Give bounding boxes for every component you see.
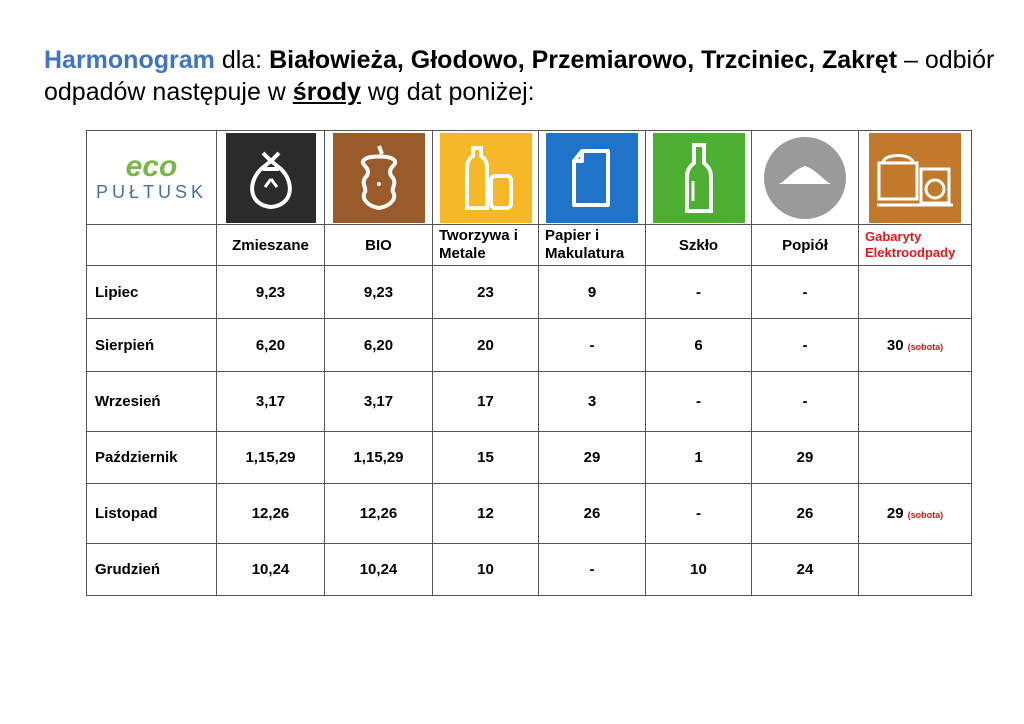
- logo-city: PUŁTUSK: [95, 182, 208, 202]
- schedule-cell: [859, 266, 972, 319]
- schedule-cell: [646, 432, 752, 484]
- cell-value: 9,23: [255, 283, 286, 301]
- schedule-cell: [752, 544, 859, 596]
- schedule-cell: [217, 266, 325, 319]
- schedule-cell: [859, 319, 972, 372]
- header-row: [87, 225, 972, 266]
- cell-value: 10: [690, 561, 707, 578]
- schedule-cell: [646, 484, 752, 544]
- table-row: [87, 372, 972, 432]
- cell-value: 1,15,29: [245, 449, 296, 466]
- col-header-szklo: Szkło: [646, 225, 752, 266]
- schedule-cell: [325, 544, 433, 596]
- schedule-cell: [325, 319, 433, 372]
- cell-value: 26: [796, 505, 814, 522]
- schedule-cell: [433, 484, 539, 544]
- saturday-note: (sobota): [907, 510, 944, 520]
- schedule-cell: [859, 484, 972, 544]
- cell-value: 24: [796, 561, 814, 578]
- cell-value: 10,24: [359, 561, 398, 578]
- table-row: [87, 266, 972, 319]
- col-header-popiol: Popiół: [752, 225, 859, 266]
- schedule-cell: [646, 266, 752, 319]
- schedule-cell: [646, 544, 752, 596]
- col-header-papier: Papier i Makulatura: [539, 225, 646, 266]
- col-header-zmieszane: Zmieszane: [217, 225, 325, 266]
- schedule-cell: [859, 544, 972, 596]
- schedule-cell: [217, 319, 325, 372]
- paper-icon: [546, 133, 638, 223]
- month-label: Listopad: [87, 484, 217, 544]
- schedule-cell: [859, 372, 972, 432]
- month-label: Wrzesień: [87, 372, 217, 432]
- cell-value: 12,26: [359, 505, 398, 522]
- cell-value: -: [589, 336, 595, 354]
- schedule-cell: [752, 372, 859, 432]
- table-row: [87, 544, 972, 596]
- schedule-cell: [325, 266, 433, 319]
- heading-day: środy: [292, 78, 361, 106]
- month-label: Grudzień: [87, 544, 217, 596]
- schedule-cell: [325, 372, 433, 432]
- cell-value: -: [802, 336, 808, 354]
- schedule-cell: [433, 266, 539, 319]
- glass-bottle-icon: [653, 133, 745, 223]
- trash-bag-icon: [226, 133, 316, 223]
- saturday-note: (sobota): [907, 341, 944, 352]
- icon-row: [87, 131, 972, 225]
- eco-pultusk-logo: [87, 131, 216, 224]
- cell-value: 23: [477, 283, 494, 301]
- schedule-cell: [539, 544, 646, 596]
- month-label: Sierpień: [87, 319, 217, 372]
- schedule-cell: [859, 432, 972, 484]
- schedule-cell: [752, 266, 859, 319]
- month-label: Październik: [87, 432, 217, 484]
- schedule-table: [86, 130, 972, 596]
- cell-value: -: [802, 393, 808, 410]
- cell-value: 12,26: [251, 505, 290, 522]
- cell-value: 3: [587, 393, 597, 410]
- cell-value: 9: [587, 283, 597, 301]
- bottle-can-icon: [440, 133, 532, 223]
- schedule-body: [87, 266, 972, 596]
- col-header-bio: BIO: [325, 225, 433, 266]
- cell-value: 3,17: [363, 393, 394, 410]
- col-header-tworzywa: Tworzywa i Metale: [433, 225, 539, 266]
- heading-odbior: – odbiór odpadów następuje w: [44, 46, 995, 106]
- cell-value: 10,24: [251, 561, 290, 578]
- schedule-cell: [325, 432, 433, 484]
- schedule-cell: [752, 484, 859, 544]
- cell-value: 20: [477, 336, 494, 354]
- table-row: [87, 484, 972, 544]
- heading-tail: wg dat poniżej:: [360, 78, 535, 106]
- schedule-cell: [433, 372, 539, 432]
- cell-value: 30: [886, 336, 904, 354]
- ash-icon: [759, 133, 851, 223]
- cell-value: -: [696, 505, 701, 522]
- cell-value: 9,23: [363, 283, 394, 301]
- heading-places: Białowieża, Głodowo, Przemiarowo, Trzciniec, Zakręt: [269, 46, 898, 74]
- cell-value: 1,15,29: [353, 449, 404, 466]
- page-heading: [44, 44, 1004, 108]
- table-row: [87, 432, 972, 484]
- cell-value: 12: [477, 505, 494, 522]
- table-row: [87, 319, 972, 372]
- schedule-cell: [433, 319, 539, 372]
- logo-eco: eco: [125, 150, 178, 183]
- heading-title: Harmonogram: [44, 46, 215, 74]
- schedule-cell: [217, 432, 325, 484]
- schedule-cell: [646, 319, 752, 372]
- schedule-cell: [217, 372, 325, 432]
- schedule-cell: [752, 319, 859, 372]
- schedule-cell: [539, 484, 646, 544]
- col-header-gabaryty: Gabaryty Elektroodpady: [859, 225, 972, 266]
- cell-value: 6: [694, 336, 703, 354]
- apple-core-icon: [333, 133, 425, 223]
- schedule-cell: [325, 484, 433, 544]
- schedule-cell: [752, 432, 859, 484]
- schedule-cell: [217, 544, 325, 596]
- furniture-appliance-icon: [869, 133, 961, 223]
- cell-value: 29: [796, 449, 814, 466]
- schedule-cell: [433, 544, 539, 596]
- cell-value: 1: [694, 449, 703, 466]
- cell-value: 6,20: [363, 336, 394, 354]
- logo-cell: [87, 131, 217, 225]
- schedule-cell: [217, 484, 325, 544]
- cell-value: 29: [583, 449, 601, 466]
- schedule-cell: [646, 372, 752, 432]
- month-label: Lipiec: [87, 266, 217, 319]
- heading-dla: dla:: [214, 46, 270, 74]
- schedule-cell: [539, 372, 646, 432]
- cell-value: -: [696, 283, 701, 301]
- cell-value: 29: [886, 505, 904, 522]
- schedule-cell: [539, 266, 646, 319]
- cell-value: -: [589, 561, 595, 578]
- schedule-cell: [539, 319, 646, 372]
- cell-value: 10: [477, 561, 494, 578]
- cell-value: -: [802, 283, 808, 301]
- schedule-cell: [539, 432, 646, 484]
- cell-value: 17: [477, 393, 494, 410]
- cell-value: -: [696, 393, 701, 410]
- cell-value: 26: [583, 505, 601, 522]
- cell-value: 15: [477, 449, 494, 466]
- cell-value: 3,17: [255, 393, 286, 410]
- cell-value: 6,20: [255, 336, 286, 354]
- schedule-cell: [433, 432, 539, 484]
